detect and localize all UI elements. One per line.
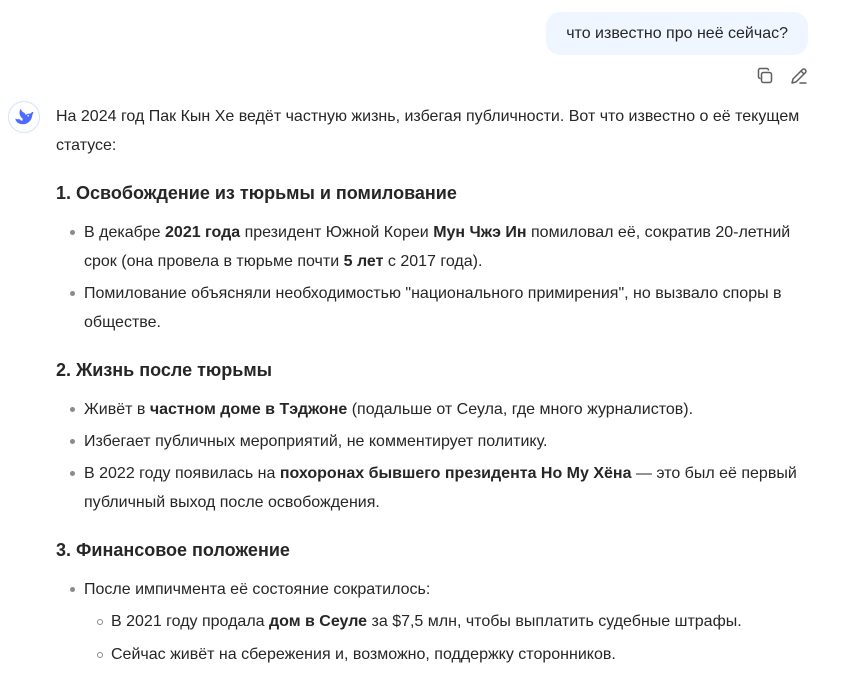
sub-list-item: [84, 607, 811, 636]
item-text: Избегает публичных мероприятий, не комментирует политику.: [84, 433, 548, 450]
item-bold: 5 лет: [343, 253, 384, 270]
item-text: Помилование объясняли необходимостью "национального примирения", но вызвало споры в обществе.: [84, 285, 782, 331]
assistant-avatar: [8, 101, 40, 133]
sub-list-item: [84, 640, 811, 669]
section-heading-life: 2. Жизнь после тюрьмы: [56, 360, 273, 380]
item-text: (подальше от Сеула, где много журналистов).: [347, 401, 694, 418]
copy-icon: [755, 66, 775, 86]
item-text: помиловал её, сократив 20-летний срок (она провела в тюрьме почти: [84, 224, 791, 270]
item-text: Живёт в: [84, 401, 150, 418]
item-text: После импичмента её состояние сократилось:: [84, 581, 431, 598]
item-text: — это был её первый публичный выход после освобождения.: [84, 465, 797, 511]
item-text: с 2017 года).: [383, 253, 483, 270]
section-heading-release: 1. Освобождение из тюрьмы и помилование: [56, 183, 457, 203]
copy-button[interactable]: [755, 66, 775, 86]
item-text: президент Южной Кореи: [240, 224, 434, 241]
deepseek-whale-icon: [13, 106, 35, 128]
user-message-text: что известно про неё сейчас?: [566, 25, 788, 42]
answer-intro: На 2024 год Пак Кын Хе ведёт частную жизнь, избегая публичности. Вот что известно о её текущем статусе:: [56, 108, 800, 154]
item-bold: Мун Чжэ Ин: [433, 224, 527, 241]
list-item: [56, 218, 811, 276]
sub-list: [84, 607, 811, 669]
section-list-finance: [56, 575, 811, 669]
assistant-answer: [56, 102, 811, 673]
item-bold: 2021 года: [165, 224, 241, 241]
section-list-life: [56, 395, 811, 517]
section-heading-finance: 3. Финансовое положение: [56, 540, 290, 560]
edit-button[interactable]: [789, 66, 809, 86]
item-text: В декабре: [84, 224, 166, 241]
list-item: [56, 459, 811, 517]
list-item: [56, 395, 811, 424]
list-item: [56, 279, 811, 337]
item-text: Сейчас живёт на сбережения и, возможно, поддержку сторонников.: [111, 646, 616, 663]
user-message-bubble: [546, 12, 808, 55]
item-text: В 2021 году продала: [111, 613, 269, 630]
item-bold: похоронах бывшего президента Но Му Хёна: [279, 465, 632, 482]
list-item: [56, 427, 811, 456]
list-item: [56, 575, 811, 669]
item-text: за $7,5 млн, чтобы выплатить судебные штрафы.: [367, 613, 742, 630]
item-text: В 2022 году появилась на: [84, 465, 280, 482]
message-actions: [755, 66, 809, 86]
edit-icon: [789, 66, 809, 86]
item-bold: частном доме в Тэджоне: [149, 401, 348, 418]
section-list-release: [56, 218, 811, 337]
item-bold: дом в Сеуле: [269, 613, 368, 630]
